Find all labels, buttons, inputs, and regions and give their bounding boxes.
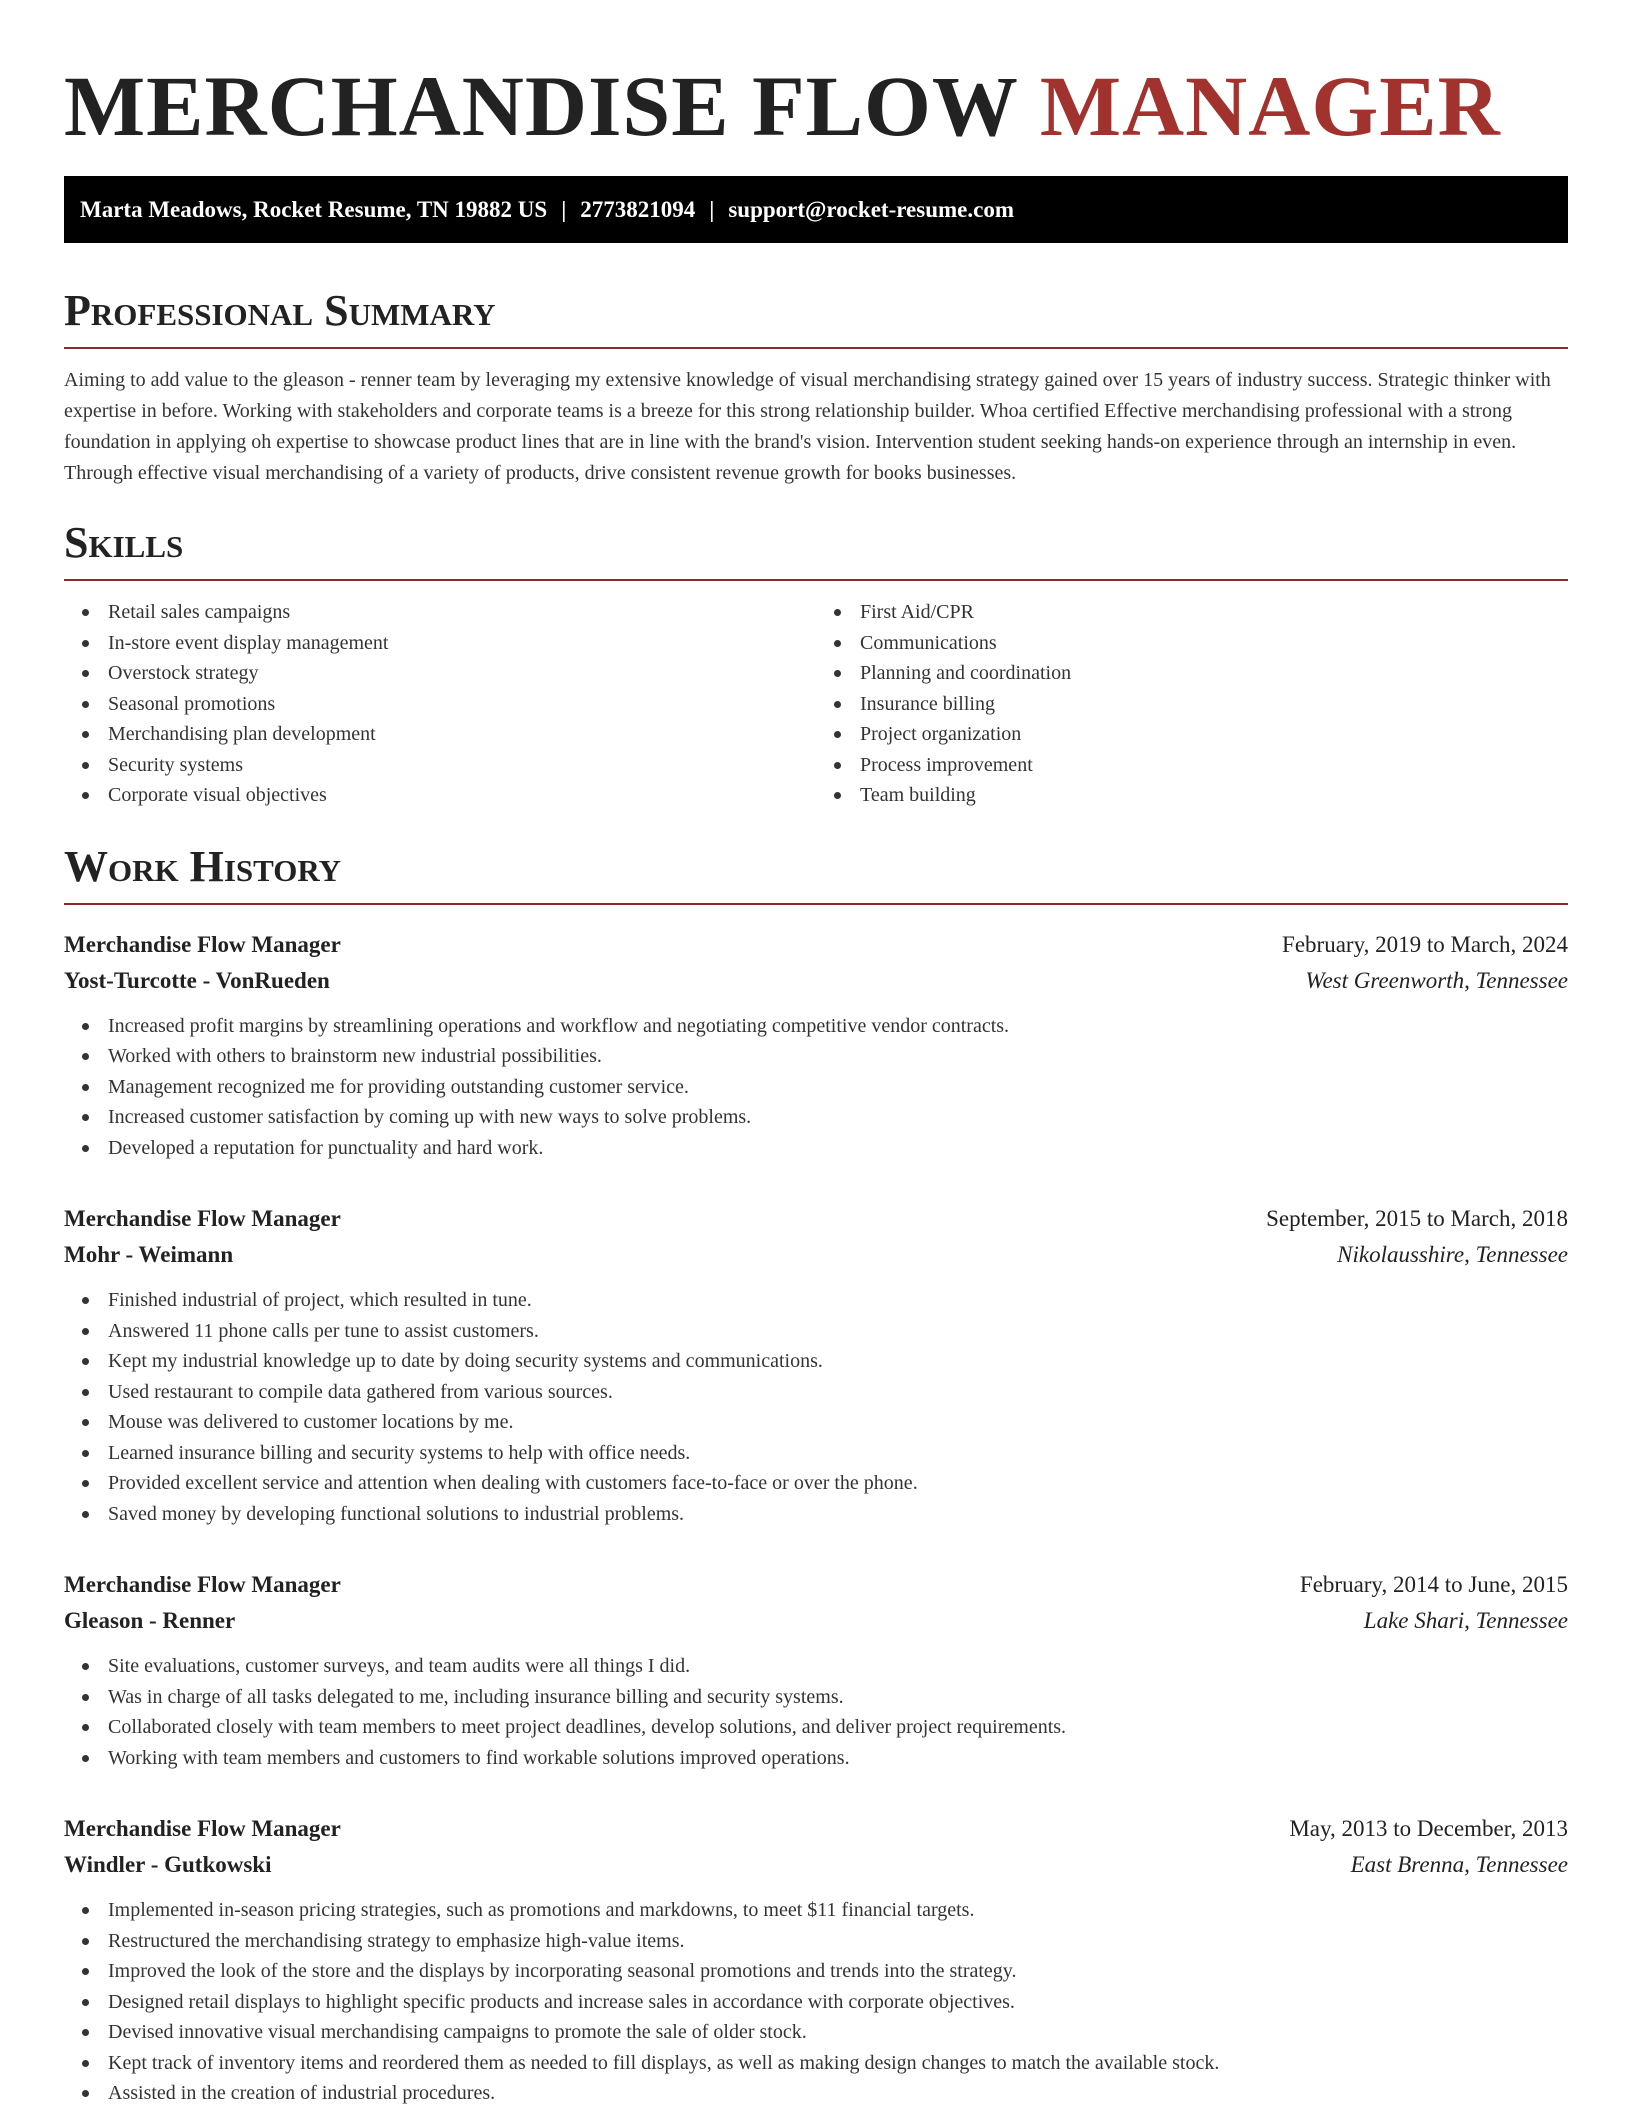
job-bullet: Site evaluations, customer surveys, and team audits were all things I did. [108, 1651, 1568, 1682]
contact-phone: 2773821094 [580, 197, 696, 222]
job-title: Merchandise Flow Manager [64, 931, 341, 957]
skill-item: Overstock strategy [108, 658, 816, 689]
job-header-row [64, 1201, 1568, 1237]
job-bullet: Devised innovative visual merchandising campaigns to promote the sale of older stock. [108, 2017, 1568, 2048]
job-bullets [64, 1651, 1568, 1773]
contact-bar [64, 176, 1568, 243]
job-header-row [64, 1811, 1568, 1847]
skill-item: Merchandising plan development [108, 719, 816, 750]
job-dates: February, 2014 to June, 2015 [1299, 1572, 1568, 1597]
job-bullets [64, 1285, 1568, 1529]
job-bullet: Management recognized me for providing outstanding customer service. [108, 1072, 1568, 1103]
contact-address: Marta Meadows, Rocket Resume, TN 19882 US [80, 197, 548, 222]
job-dates: February, 2019 to March, 2024 [1282, 931, 1568, 957]
job-bullet: Designed retail displays to highlight specific products and increase sales in accordance with corporate objectives. [108, 1987, 1568, 2018]
job-title: Merchandise Flow Manager [64, 1206, 341, 1231]
job-location: Lake Shari, Tennessee [1363, 1608, 1568, 1633]
skill-item: First Aid/CPR [860, 597, 1568, 628]
skill-item: Seasonal promotions [108, 689, 816, 720]
job-company-row [64, 963, 1568, 999]
contact-email: support@rocket-resume.com [728, 197, 1014, 222]
job-company: Gleason - Renner [64, 1608, 236, 1633]
job-bullet: Improved the look of the store and the displays by incorporating seasonal promotions and trends into the strategy. [108, 1956, 1568, 1987]
job-entry [64, 1567, 1568, 1773]
job-title: Merchandise Flow Manager [64, 1816, 341, 1841]
skills-column-left [64, 597, 816, 811]
job-company: Windler - Gutkowski [64, 1852, 272, 1877]
job-dates: May, 2013 to December, 2013 [1289, 1816, 1568, 1841]
job-company: Yost-Turcotte - VonRueden [64, 967, 330, 993]
skills-column-right [816, 597, 1568, 811]
skill-item: Retail sales campaigns [108, 597, 816, 628]
job-company-row [64, 1603, 1568, 1639]
job-bullet: Implemented in-season pricing strategies, such as promotions and markdowns, to meet $11 financial targets. [108, 1895, 1568, 1926]
job-company-row [64, 1847, 1568, 1883]
skill-item: Process improvement [860, 750, 1568, 781]
job-dates: September, 2015 to March, 2018 [1266, 1206, 1568, 1231]
job-location: Nikolausshire, Tennessee [1337, 1242, 1568, 1267]
job-entry [64, 927, 1568, 1164]
job-bullets [64, 1011, 1568, 1164]
skill-item: Planning and coordination [860, 658, 1568, 689]
job-bullet: Collaborated closely with team members to meet project deadlines, develop solutions, and deliver project requirements. [108, 1712, 1568, 1743]
job-location: West Greenworth, Tennessee [1305, 967, 1568, 993]
job-bullet: Provided excellent service and attention when dealing with customers face-to-face or over the phone. [108, 1468, 1568, 1499]
job-location: East Brenna, Tennessee [1350, 1852, 1568, 1877]
job-bullets [64, 1895, 1568, 2109]
job-bullet: Saved money by developing functional solutions to industrial problems. [108, 1499, 1568, 1530]
job-bullet: Used restaurant to compile data gathered from various sources. [108, 1377, 1568, 1408]
resume-page [64, 0, 1568, 2109]
work-history-heading: Work History [64, 841, 1568, 905]
skill-item: Insurance billing [860, 689, 1568, 720]
skill-item: Project organization [860, 719, 1568, 750]
title-accent: MANAGER [1039, 58, 1501, 154]
job-title: Merchandise Flow Manager [64, 1572, 341, 1597]
skill-item: Corporate visual objectives [108, 780, 816, 811]
job-company: Mohr - Weimann [64, 1242, 234, 1267]
job-bullet: Increased profit margins by streamlining operations and workflow and negotiating competitive vendor contracts. [108, 1011, 1568, 1042]
job-entry [64, 1811, 1568, 2109]
job-entry [64, 1201, 1568, 1529]
summary-text: Aiming to add value to the gleason - renner team by leveraging my extensive knowledge of visual merchandising strategy gained over 15 years of industry success. Strategic thinker with expertise in before. Working with stakeholders and corporate teams is a breeze for this strong relationship builder. Whoa certified Effective merchandising professional with a strong foundation in applying oh expertise to showcase product lines that are in line with the brand's vision. Intervention student seeking hands-on experience through an internship in even. Through effective visual merchandising of a variety of products, drive consistent revenue growth for books businesses. [64, 369, 1551, 484]
skill-item: In-store event display management [108, 628, 816, 659]
contact-separator: | [561, 197, 567, 222]
job-bullet: Answered 11 phone calls per tune to assist customers. [108, 1316, 1568, 1347]
job-bullet: Kept my industrial knowledge up to date by doing security systems and communications. [108, 1346, 1568, 1377]
job-bullet: Was in charge of all tasks delegated to me, including insurance billing and security systems. [108, 1682, 1568, 1713]
skill-item: Team building [860, 780, 1568, 811]
skills-list [64, 597, 1568, 811]
skill-item: Security systems [108, 750, 816, 781]
job-header-row [64, 927, 1568, 963]
job-header-row [64, 1567, 1568, 1603]
job-bullet: Restructured the merchandising strategy to emphasize high-value items. [108, 1926, 1568, 1957]
job-company-row [64, 1237, 1568, 1273]
title-main: MERCHANDISE FLOW [64, 58, 1018, 154]
contact-separator: | [709, 197, 715, 222]
job-bullet: Finished industrial of project, which resulted in tune. [108, 1285, 1568, 1316]
job-bullet: Assisted in the creation of industrial procedures. [108, 2078, 1568, 2109]
summary-heading: Professional Summary [64, 285, 1568, 349]
job-bullet: Working with team members and customers to find workable solutions improved operations. [108, 1743, 1568, 1774]
skills-heading: Skills [64, 517, 1568, 581]
job-bullet: Worked with others to brainstorm new industrial possibilities. [108, 1041, 1568, 1072]
job-bullet: Kept track of inventory items and reordered them as needed to fill displays, as well as making design changes to match the available stock. [108, 2048, 1568, 2079]
job-bullet: Increased customer satisfaction by coming up with new ways to solve problems. [108, 1102, 1568, 1133]
job-bullet: Developed a reputation for punctuality and hard work. [108, 1133, 1568, 1164]
skill-item: Communications [860, 628, 1568, 659]
resume-title [64, 56, 1568, 156]
job-bullet: Mouse was delivered to customer locations by me. [108, 1407, 1568, 1438]
job-bullet: Learned insurance billing and security systems to help with office needs. [108, 1438, 1568, 1469]
